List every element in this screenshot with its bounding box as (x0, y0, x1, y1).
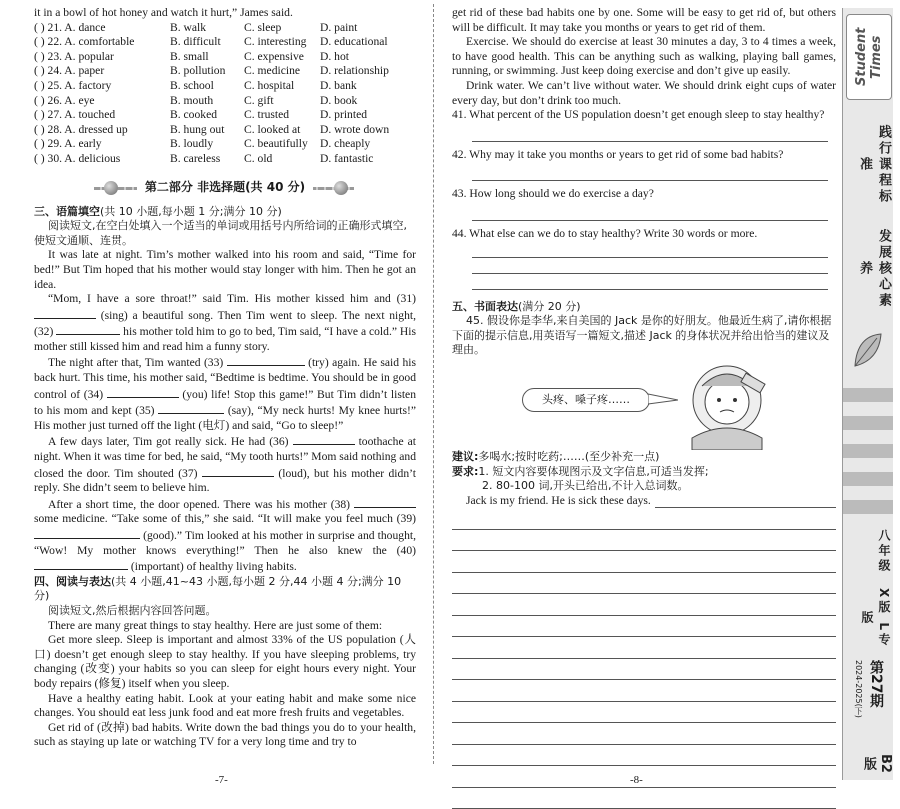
question-41: 41. What percent of the US population doesn’t get enough sleep to stay healthy? (452, 108, 825, 122)
section3-instructions: 阅读短文,在空白处填入一个适当的单词或用括号内所给词的正确形式填空,使短文通顺、连贯。 (34, 219, 407, 247)
option-row (34, 108, 416, 123)
blank-32[interactable] (56, 323, 120, 335)
option-c: C. medicine (244, 64, 301, 78)
option-c: C. expensive (244, 49, 304, 63)
option-b: B. difficult (170, 35, 221, 49)
writing-line[interactable] (452, 573, 836, 595)
option-b: B. pollution (170, 64, 226, 78)
option-n: ( ) 27. A. touched (34, 108, 116, 122)
text-line: it in a bowl of hot honey and watch it hurt,” James said. (34, 6, 293, 19)
option-c: C. trusted (244, 108, 290, 122)
page-divider (433, 4, 434, 764)
right-page (452, 6, 836, 809)
logo-box (846, 14, 892, 100)
reading-paragraph: Get rid of (改掉) bad habits. Write down the bad things you do to your health, such as staying up late or watching TV for a very long time and try to (34, 720, 416, 749)
section4-note: (共 4 小题,41~43 小题,每小题 2 分,44 小题 4 分;满分 10 分) (34, 574, 402, 603)
option-c: C. old (244, 151, 273, 165)
advice-text: 多喝水;按时吃药;……(至少补充一点) (478, 449, 660, 463)
issue-number: 第27期 (868, 660, 884, 708)
writing-start: Jack is my friend. He is sick these days. (452, 494, 836, 509)
options-table (34, 21, 416, 167)
option-n: ( ) 23. A. popular (34, 49, 114, 63)
grade-label: 八年级 (877, 528, 891, 574)
option-n: ( ) 22. A. comfortable (34, 35, 135, 49)
option-n: ( ) 29. A. early (34, 137, 102, 151)
option-n: ( ) 28. A. dressed up (34, 122, 128, 136)
writing-area[interactable] (452, 508, 836, 809)
option-d: D. wrote down (320, 122, 390, 136)
blank-34[interactable] (107, 386, 179, 398)
option-d: D. educational (320, 35, 388, 49)
question-43: 43. How long should we do exercise a day? (452, 187, 654, 201)
option-d: D. bank (320, 78, 357, 92)
answer-line-44[interactable] (472, 242, 828, 258)
requirement-1: 1. 短文内容要体现图示及文字信息,可适当发挥; (478, 464, 709, 478)
sidebar-slogan-2: 发展核心素养 (857, 229, 891, 309)
writing-line[interactable] (452, 680, 836, 702)
option-row (34, 21, 416, 36)
answer-line-42[interactable] (472, 162, 828, 181)
blank-36[interactable] (293, 433, 355, 445)
blank-35[interactable] (158, 402, 224, 414)
left-page (34, 6, 416, 750)
option-c: C. looked at (244, 122, 301, 136)
edition-label: X版 L专版 (860, 587, 891, 649)
requirements-label: 要求: (452, 464, 479, 478)
reading-paragraph: Exercise. We should do exercise at least 30 minutes a day, 3 to 4 times a week, to have good health. This can be anything such as walking, playing ball games, running, or swimming. Just keep doing exercise and don’t give up easily. (452, 35, 836, 78)
speech-bubble: 头疼、嗓子疼…… (522, 388, 650, 412)
section3-heading: 三、语篇填空 (34, 204, 100, 218)
page-number-left: -7- (215, 774, 228, 786)
writing-line[interactable] (655, 495, 836, 508)
option-row (34, 50, 416, 65)
requirement-2: 2. 80-100 词,开头已给出,不计入总词数。 (482, 479, 689, 493)
answer-line-44[interactable] (472, 258, 828, 274)
writing-line[interactable] (452, 788, 836, 809)
blank-33[interactable] (227, 354, 305, 366)
part2-banner (34, 177, 416, 199)
illustration-area (452, 358, 836, 450)
section4-heading: 四、阅读与表达 (34, 574, 111, 588)
option-b: B. cooked (170, 108, 218, 122)
reading-paragraph: get rid of these bad habits one by one. Some will be easy to get rid of, but others will be difficult. It may take you months or years to get rid of them. (452, 6, 836, 34)
answer-line-43[interactable] (472, 202, 828, 221)
option-d: D. fantastic (320, 151, 374, 165)
page-number-right: -8- (630, 774, 643, 786)
writing-line[interactable] (452, 766, 836, 788)
writing-line[interactable] (452, 551, 836, 573)
option-row (34, 123, 416, 138)
writing-line[interactable] (452, 637, 836, 659)
part2-title: 第二部分 非选择题(共 40 分) (137, 180, 313, 195)
option-d: D. printed (320, 108, 368, 122)
leaf-icon (851, 330, 885, 370)
question-44: 44. What else can we do to stay healthy? Write 30 words or more. (452, 226, 758, 240)
option-c: C. hospital (244, 78, 295, 92)
option-c: C. sleep (244, 20, 282, 34)
logo-text: Student Times (854, 27, 884, 87)
option-row (34, 152, 416, 167)
section5-instructions: 45. 假设你是李华,来自美国的 Jack 是你的好朋友。他最近生病了,请你根据下面的提示信息,用英语写一篇短文,描述 Jack 的身体状况并给出恰当的建议及理由。 (452, 314, 832, 357)
passage-paragraph: A few days later, Tim got really sick. He had (36) toothache at night. When it was time for bed, he said, “My tooth hurts!” Mom said nothing and closed the door. Tim shouted (37) (loud), but his mother didn’t reply. She didn’t seem to believe him. (34, 435, 417, 495)
passage-paragraph: “Mom, I have a sore throat!” said Tim. His mother kissed him and (31) (sing) a beautiful song. Then Tim went to sleep. The next night, (32) his mother told him to go to bed, Tim said, “I have a cold.” His mother still kissed him and read him a funny story. (34, 292, 417, 353)
issue-block (853, 660, 886, 760)
writing-line[interactable] (452, 745, 836, 767)
bubble-tail-icon (648, 392, 678, 406)
writing-line[interactable] (452, 616, 836, 638)
option-b: B. small (170, 49, 209, 63)
answer-line-41[interactable] (472, 123, 828, 142)
passage-paragraph: It was late at night. Tim’s mother walked into his room and said, “Time for bed!” But Tim hoped that his mother would stay longer with him. Then he got an idea. (34, 248, 416, 291)
option-b: B. walk (170, 20, 207, 34)
writing-line[interactable] (452, 723, 836, 745)
option-b: B. school (170, 78, 214, 92)
band-label: B2版 (861, 753, 893, 773)
option-d: D. cheaply (320, 137, 371, 151)
option-c: C. gift (244, 93, 274, 107)
passage-paragraph: After a short time, the door opened. There was his mother (38) some medicine. “Take some of this,” she said. “It will make you feel much (39) (good).” Tim looked at his mother in surprise and thought, “Wow! My mother knows everything!” Then he also knew the (40) (important) of healthy living habits. (34, 497, 416, 574)
option-b: B. hung out (170, 122, 225, 136)
writing-line[interactable] (452, 659, 836, 681)
option-b: B. careless (170, 151, 221, 165)
option-b: B. mouth (170, 93, 214, 107)
option-row (34, 35, 416, 50)
blank-38[interactable] (354, 496, 416, 508)
reading-paragraph: Drink water. We can’t live without water. We should drink eight cups of water every day, but don’t drink too much. (452, 78, 836, 107)
option-n: ( ) 24. A. paper (34, 64, 105, 78)
option-n: ( ) 25. A. factory (34, 78, 112, 92)
sidebar-slogan-1: 践行课程标准 (857, 125, 891, 205)
blank-40[interactable] (34, 558, 128, 570)
writing-line[interactable] (452, 594, 836, 616)
section4-instructions: 阅读短文,然后根据内容回答问题。 (48, 603, 217, 617)
option-c: C. interesting (244, 35, 307, 49)
option-row (34, 64, 416, 79)
blank-31[interactable] (34, 307, 96, 319)
option-c: C. beautifully (244, 137, 308, 151)
advice-label: 建议: (452, 449, 479, 463)
writing-line[interactable] (452, 702, 836, 724)
reading-paragraph: Have a healthy eating habit. Look at your eating habit and make some nice changes. You should eat less junk food and eat more fresh fruits and vegetables. (34, 691, 416, 720)
option-d: D. paint (320, 20, 358, 34)
reading-paragraph: Get more sleep. Sleep is important and almost 33% of the US population (人口) doesn’t get enough sleep to stay healthy. If you have sleeping problems, try changing (改变) your habits so you can sleep for eight hours every night. Your body repairs (修复) itself when you sleep. (34, 633, 416, 690)
option-d: D. book (320, 93, 358, 107)
reading-paragraph: There are many great things to stay healthy. Here are just some of them: (48, 618, 383, 632)
option-n: ( ) 21. A. dance (34, 20, 106, 34)
blank-37[interactable] (202, 465, 274, 477)
option-row (34, 94, 416, 109)
sidebar-pattern (843, 380, 893, 514)
question-42: 42. Why may it take you months or years to get rid of some bad habits? (452, 147, 784, 161)
newspaper-sidebar (842, 8, 893, 780)
option-row (34, 137, 416, 152)
writing-line[interactable] (452, 508, 836, 530)
option-d: D. hot (320, 49, 349, 63)
passage-paragraph: The night after that, Tim wanted (33) (try) again. He said his back hurt. This time, his mother said, “Bedtime is bedtime. You should be in good control of (34) (you) life! Stop this game!” But Tim didn’t listen to his mom and kept (35) (say), “My neck hurts! My knee hurts!” His mother just turned off the light (电灯) and said, “Go to sleep!” (34, 356, 417, 432)
option-d: D. relationship (320, 64, 389, 78)
issue-year: 2024-2025(下) (854, 660, 863, 718)
section3-note: (共 10 小题,每小题 1 分;满分 10 分) (100, 204, 282, 218)
option-row (34, 79, 416, 94)
section5-heading: 五、书面表达 (452, 299, 518, 313)
section5-note: (满分 20 分) (518, 299, 581, 313)
option-b: B. loudly (170, 137, 214, 151)
blank-39[interactable] (34, 527, 140, 539)
option-n: ( ) 26. A. eye (34, 93, 95, 107)
answer-line-44[interactable] (472, 274, 828, 290)
option-n: ( ) 30. A. delicious (34, 151, 121, 165)
sick-child-icon (682, 358, 772, 450)
writing-line[interactable] (452, 530, 836, 552)
